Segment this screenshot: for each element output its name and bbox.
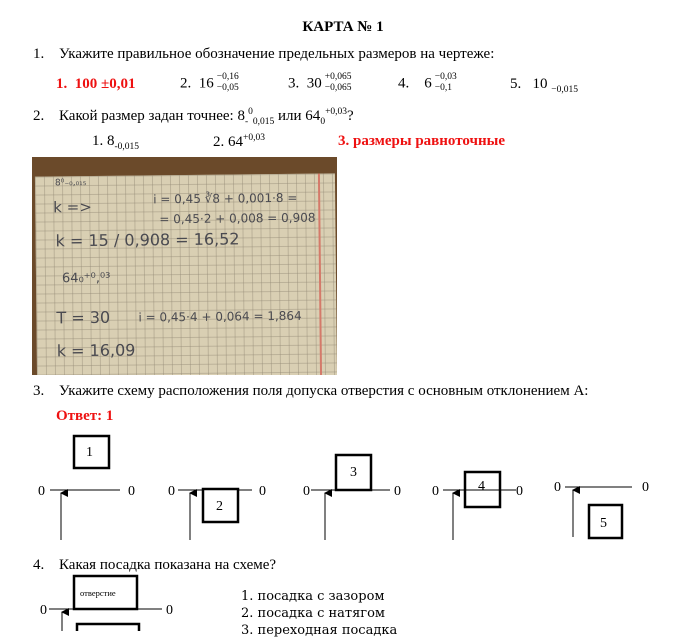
dim1-sub: -: [244, 117, 249, 127]
answer-label: Ответ: 1: [56, 408, 114, 424]
question-text: Укажите правильное обозначение предельных размеров на чертеже:: [59, 46, 495, 62]
dim1-sup: 0: [248, 107, 253, 117]
upper-deviation: +0,03: [243, 133, 265, 143]
option-number: 5.: [510, 76, 522, 92]
dim2-sub: 0: [320, 117, 326, 127]
zero-label: 0: [642, 480, 649, 495]
question-text: Какой размер задан точнее: 8: [59, 108, 245, 124]
q4-options: [241, 588, 397, 639]
fit-diagram: [40, 576, 173, 631]
diagram-label: 1: [86, 445, 93, 460]
option-value: 8: [107, 133, 115, 149]
diagram-1[interactable]: [38, 436, 135, 540]
option-number: 1.: [92, 133, 104, 149]
note-line: i = 0,45·4 + 0,064 = 1,864: [138, 308, 302, 325]
zero-label: 0: [432, 484, 439, 499]
q4-option-3[interactable]: 3. переходная посадка: [241, 623, 398, 638]
option-value: 10: [532, 76, 548, 92]
note-line: k = 16,09: [56, 340, 136, 361]
question-mark: ?: [347, 108, 354, 124]
dim2-sup: +0,03: [325, 107, 348, 117]
lower-deviation: −0,065: [324, 83, 352, 93]
option-value: 64: [228, 134, 243, 150]
zero-label: 0: [38, 484, 45, 499]
option-number: 2.: [180, 75, 192, 92]
note-line: 64₀⁺⁰,⁰³: [61, 270, 111, 287]
zero-label: 0: [554, 480, 561, 495]
note-line: k =>: [53, 197, 92, 217]
hole-label: отверстие: [80, 588, 116, 598]
zero-label: 0: [516, 484, 523, 499]
question-number: 4.: [33, 557, 45, 573]
option-value: 30: [306, 75, 322, 92]
diagram-label: 4: [478, 479, 485, 494]
note-line: 8⁰₋₀,₀₁₅: [54, 178, 87, 189]
diagram-label: 5: [600, 516, 607, 531]
page-title: КАРТА № 1: [302, 19, 384, 35]
diagram-4[interactable]: [432, 472, 523, 540]
question-text-mid: или 64: [274, 108, 321, 124]
q4-option-1[interactable]: 1. посадка с зазором: [241, 589, 385, 604]
option-number: 3.: [288, 75, 300, 92]
zero-label: 0: [166, 603, 173, 618]
upper-deviation: +0,065: [324, 72, 352, 82]
upper-deviation: −0,03: [434, 72, 457, 82]
option-value: размеры равноточные: [353, 133, 505, 149]
question-number: 2.: [33, 108, 45, 124]
zero-label: 0: [128, 484, 135, 499]
question-4: [33, 557, 276, 574]
zero-label: 0: [259, 484, 266, 499]
zero-label: 0: [394, 484, 401, 499]
question-text: Какая посадка показана на схеме?: [59, 557, 277, 573]
lower-deviation: −0,05: [216, 83, 239, 93]
question-number: 1.: [33, 46, 45, 62]
diagram-3[interactable]: [303, 455, 401, 540]
shaft-box: [77, 624, 139, 631]
option-number: 2.: [213, 134, 225, 150]
note-line: T = 30: [56, 307, 111, 328]
option-value: 6: [424, 75, 432, 92]
diagram-label: 2: [216, 499, 223, 514]
zero-label: 0: [303, 484, 310, 499]
question-number: 3.: [33, 383, 45, 399]
lower-deviation: −0,1: [434, 83, 452, 93]
upper-deviation: −0,16: [216, 72, 239, 82]
dim1-lower: 0,015: [252, 117, 275, 127]
lower-deviation: −0,015: [551, 85, 578, 95]
diagram-2[interactable]: [168, 484, 266, 540]
option-number: 3.: [338, 133, 350, 149]
note-line: i = 0,45 ∛8 + 0,001·8 =: [153, 190, 298, 207]
question-text: Укажите схему расположения поля допуска отверстия с основным отклонением А:: [59, 383, 589, 399]
lower-deviation: -0,015: [114, 142, 140, 152]
option-number: 4.: [398, 75, 410, 92]
option-number: 1.: [56, 76, 68, 92]
zero-label: 0: [168, 484, 175, 499]
note-line: k = 15 / 0,908 = 16,52: [55, 229, 240, 251]
zero-label: 0: [40, 603, 47, 618]
diagram-5[interactable]: [554, 480, 649, 538]
note-line: = 0,45·2 + 0,008 = 0,908: [159, 210, 316, 227]
q4-option-2[interactable]: 2. посадка с натягом: [241, 606, 386, 621]
option-value: 100 ±0,01: [74, 76, 136, 92]
diagram-label: 3: [350, 465, 357, 480]
option-value: 16: [198, 75, 214, 92]
